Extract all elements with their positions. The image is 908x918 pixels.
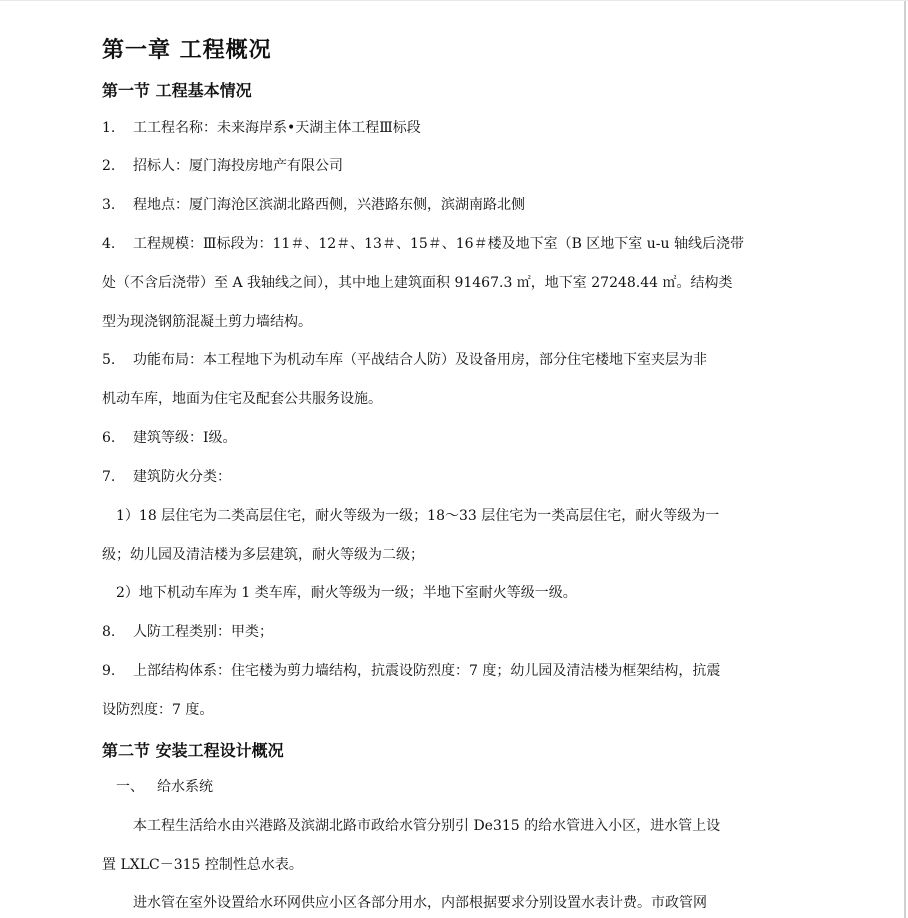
section-title-2: 第二节 安装工程设计概况 [102, 741, 284, 760]
paragraph-continued: 置 LXLC－315 控制性总水表。 [102, 857, 303, 873]
sub-item: 2）地下机动车库为 1 类车库，耐火等级为一级；半地下室耐火等级一级。 [116, 585, 577, 601]
item-number: 1. [102, 120, 116, 136]
item-text-continued: 处（不含后浇带）至 A 我轴线之间），其中地上建筑面积 91467.3 ㎡，地下室 27248.44 ㎡。结构类 [102, 275, 733, 291]
item-text: 招标人：厦门海投房地产有限公司 [133, 158, 343, 174]
paragraph: 进水管在室外设置给水环网供应小区各部分用水，内部根据要求分别设置水表计费。市政管网 [133, 895, 707, 911]
section-title-1: 第一节 工程基本情况 [102, 81, 252, 100]
item-text-continued: 型为现浇钢筋混凝土剪力墙结构。 [102, 314, 312, 330]
item-number: 6. [102, 430, 116, 446]
item-text-continued: 机动车库，地面为住宅及配套公共服务设施。 [102, 391, 382, 407]
item-number: 2. [102, 158, 116, 174]
item-number: 9. [102, 663, 116, 679]
item-text: 人防工程类别：甲类； [133, 624, 273, 640]
item-text: 上部结构体系：住宅楼为剪力墙结构，抗震设防烈度：7 度；幼儿园及清洁楼为框架结构，抗震 [133, 663, 721, 679]
item-number: 3. [102, 197, 116, 213]
page-edge [0, 0, 908, 1]
chapter-title: 第一章 工程概况 [102, 37, 272, 63]
sub-heading-text: 给水系统 [157, 779, 213, 795]
sub-heading-number: 一、 [116, 779, 144, 795]
item-text-continued: 设防烈度：7 度。 [102, 702, 214, 718]
item-text: 建筑防火分类： [133, 469, 231, 485]
sub-item-continued: 级；幼儿园及清洁楼为多层建筑，耐火等级为二级； [102, 547, 424, 563]
item-text: 工程规模：Ⅲ标段为：11＃、12＃、13＃、15＃、16＃楼及地下室（B 区地下室 u-u 轴线后浇带 [133, 236, 744, 252]
item-number: 7. [102, 469, 116, 485]
item-number: 8. [102, 624, 116, 640]
sub-item: 1）18 层住宅为二类高层住宅，耐火等级为一级；18～33 层住宅为一类高层住宅，耐火等级为一 [116, 508, 720, 524]
item-text: 建筑等级：Ⅰ级。 [133, 430, 237, 446]
item-number: 4. [102, 236, 116, 252]
item-text: 功能布局：本工程地下为机动车库（平战结合人防）及设备用房，部分住宅楼地下室夹层为非 [133, 352, 707, 368]
paragraph: 本工程生活给水由兴港路及滨湖北路市政给水管分别引 De315 的给水管进入小区，进水管上设 [133, 818, 721, 834]
item-number: 5. [102, 352, 116, 368]
item-text: 程地点：厦门海沧区滨湖北路西侧，兴港路东侧，滨湖南路北侧 [133, 197, 525, 213]
item-text: 工工程名称：未来海岸系•天湖主体工程Ⅲ标段 [133, 120, 421, 136]
